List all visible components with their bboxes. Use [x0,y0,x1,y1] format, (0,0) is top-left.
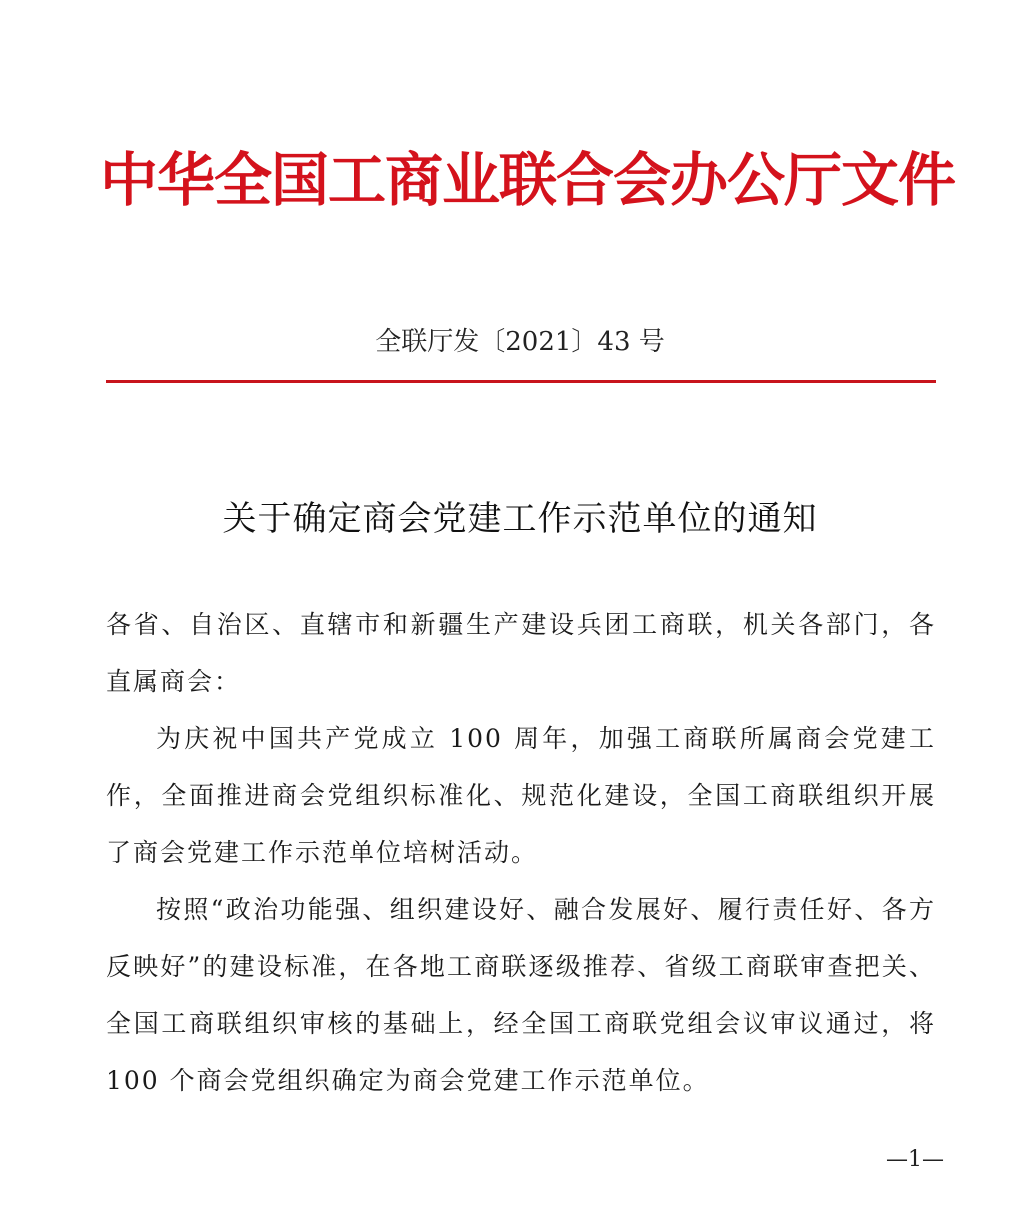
red-divider-line [106,380,936,383]
document-body [106,596,936,1109]
issuer-header-title: 中华全国工商业联合会办公厅文件 [100,146,956,214]
document-number: 全联厅发〔2021〕43 号 [375,327,665,357]
page-number: —1— [886,1147,944,1172]
body-paragraph-2: 按照“政治功能强、组织建设好、融合发展好、履行责任好、各方反映好”的建设标准，在各地工商联逐级推荐、省级工商联审查把关、全国工商联组织审核的基础上，经全国工商联党组会议审议通过，将 100 个商会党组织确定为商会党建工作示范单位。 [106,895,936,1095]
body-paragraph-1: 为庆祝中国共产党成立 100 周年，加强工商联所属商会党建工作，全面推进商会党组织标准化、规范化建设，全国工商联组织开展了商会党建工作示范单位培树活动。 [106,724,936,867]
salutation: 各省、自治区、直辖市和新疆生产建设兵团工商联，机关各部门，各直属商会： [106,610,936,696]
notice-title: 关于确定商会党建工作示范单位的通知 [222,499,818,539]
